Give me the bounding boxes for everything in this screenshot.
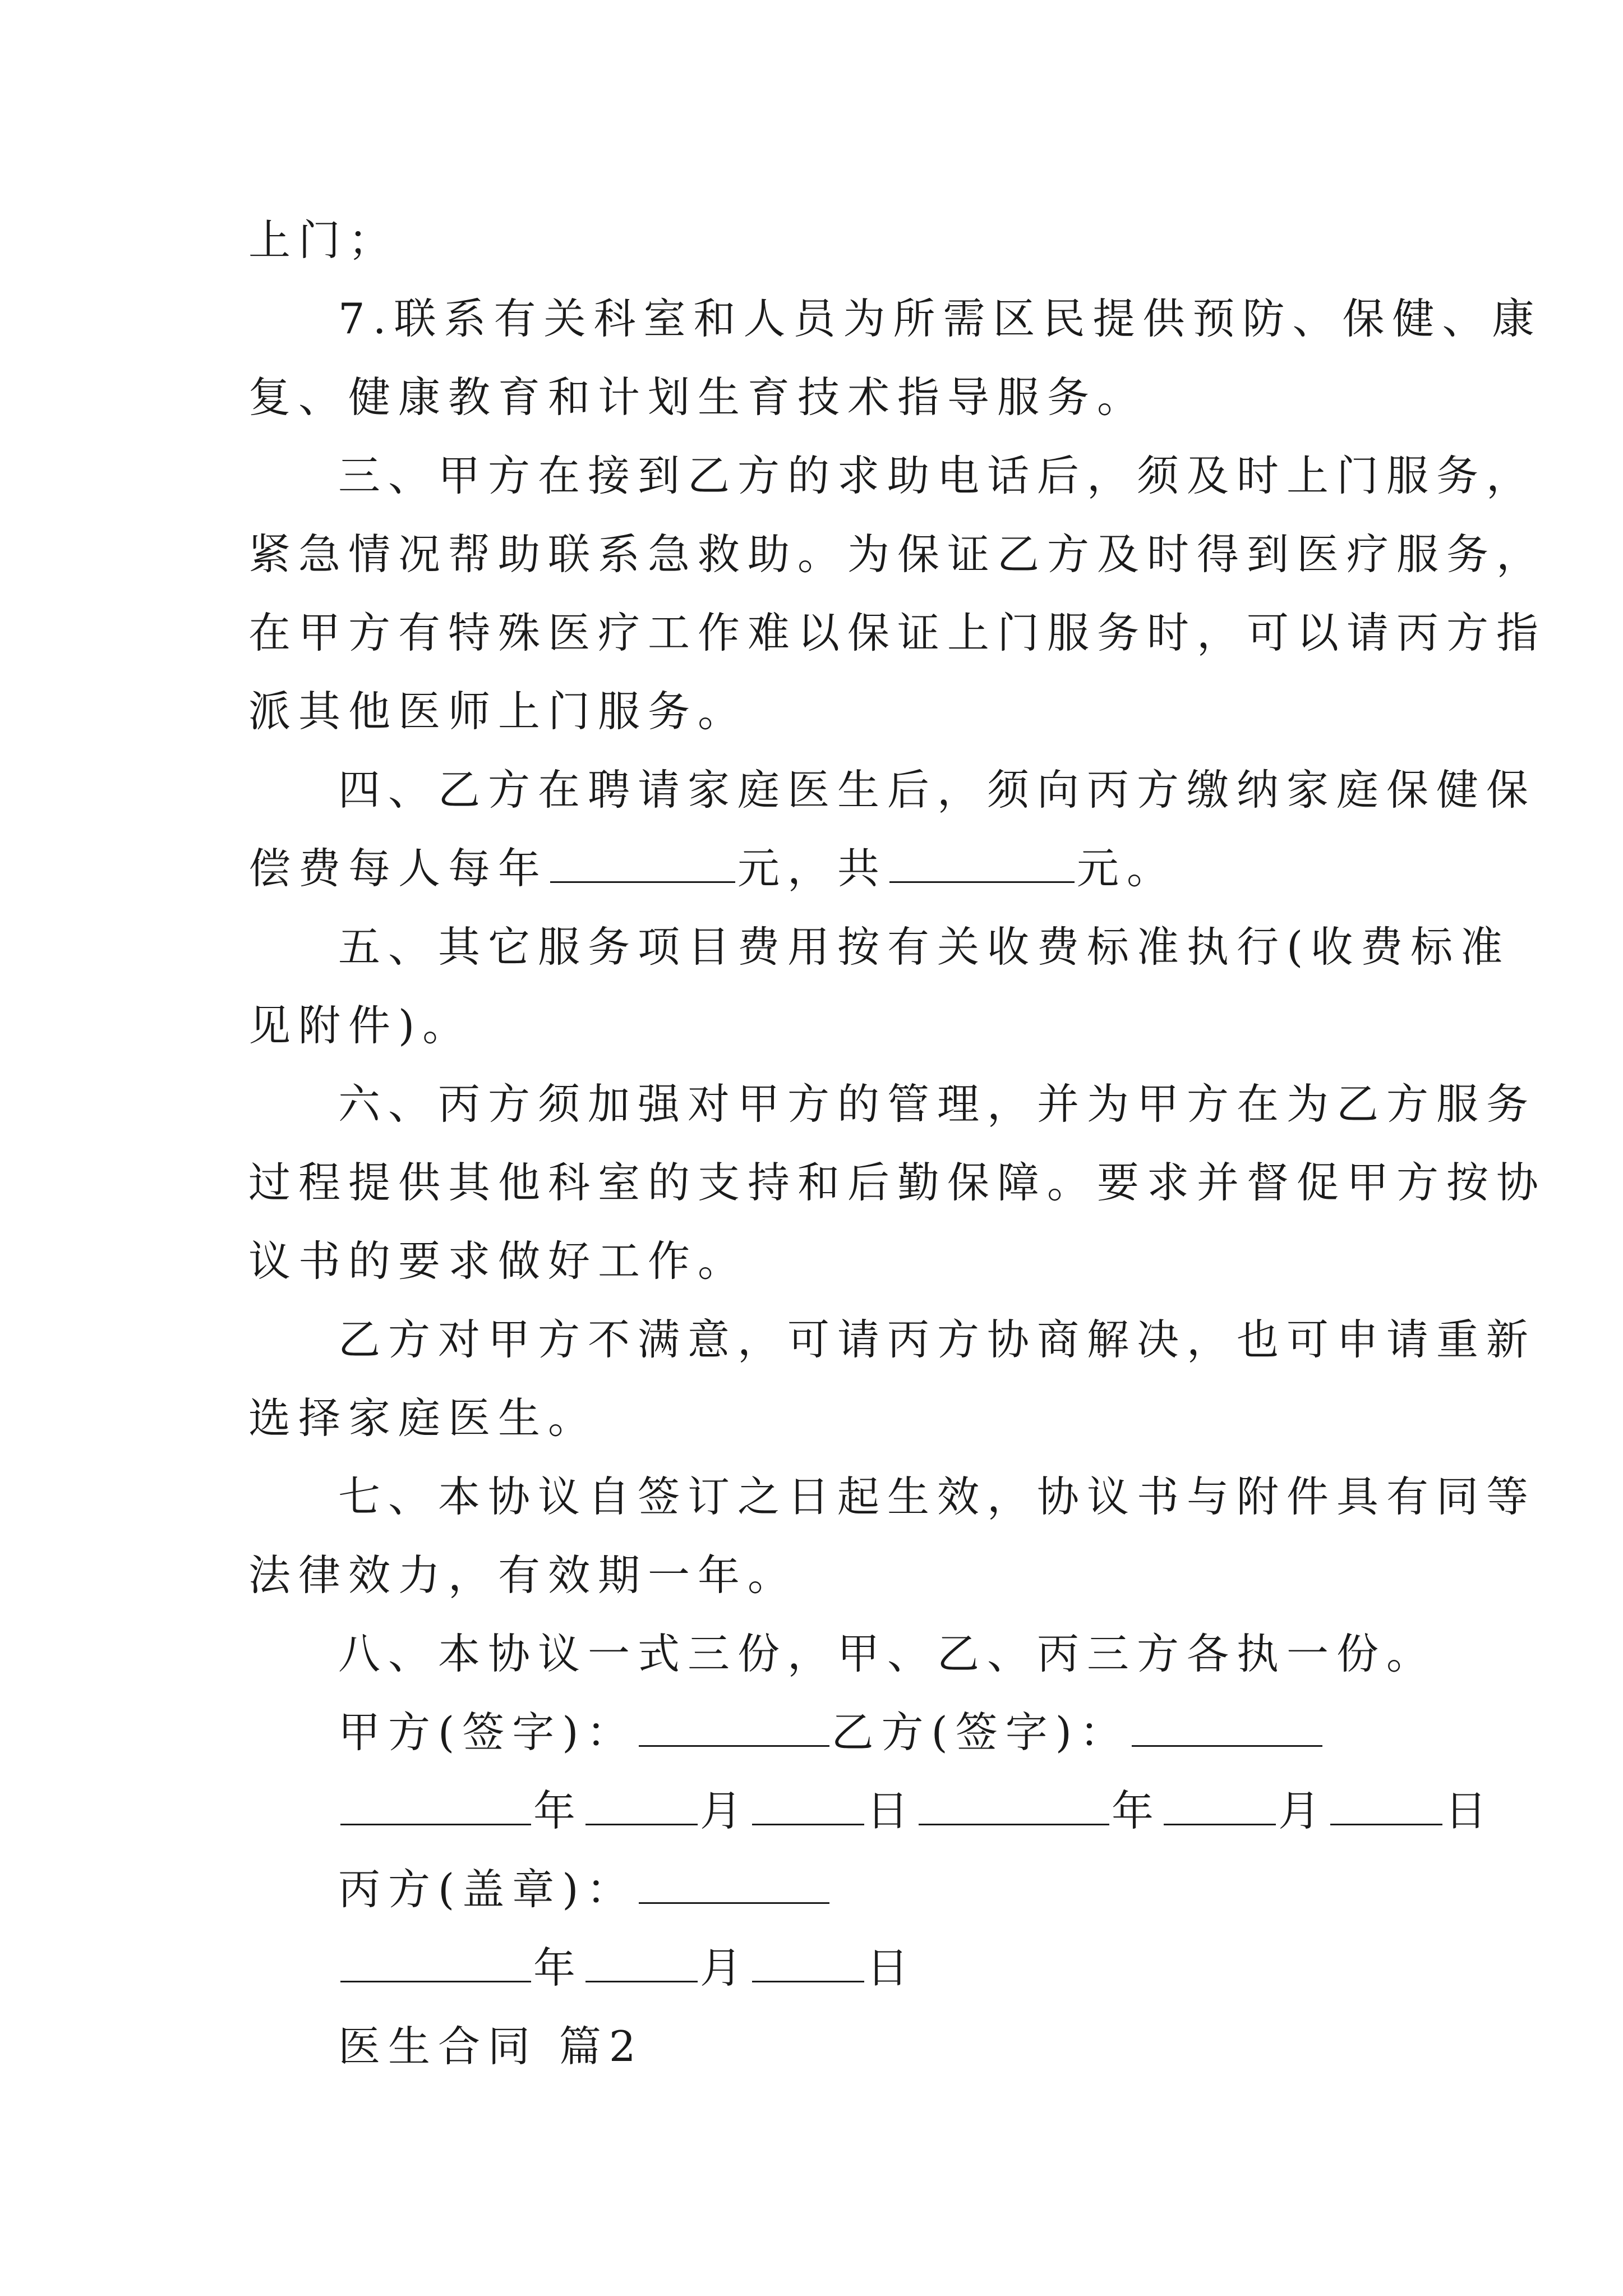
signature-row-ab (338, 1704, 1325, 1760)
clause-3-line-3: 在甲方有特殊医疗工作难以保证上门服务时，可以请丙方指 (248, 608, 1547, 657)
clause-6-line-5: 选择家庭医生。 (248, 1393, 598, 1443)
signature-row-c (338, 1861, 832, 1917)
party-b-signature-blank (1132, 1706, 1322, 1747)
day-label: 日 (866, 1943, 917, 1993)
fee-unit-label: 元。 (1077, 844, 1177, 893)
clause-5-line-1: 五、其它服务项目费用按有关收费标准执行(收费标准 (338, 922, 1511, 972)
party-c-year-blank (340, 1941, 531, 1982)
clause-7-line-2: 复、健康教育和计划生育技术指导服务。 (248, 372, 1147, 422)
day-label: 日 (866, 1786, 917, 1835)
fee-total-label: 元，共 (737, 844, 888, 893)
clause-7b-line-2: 法律效力，有效期一年。 (248, 1550, 798, 1600)
clause-4-line-2 (248, 840, 1177, 896)
month-label: 月 (700, 1786, 750, 1835)
party-c-day-blank (752, 1941, 864, 1982)
day-label: 日 (1445, 1786, 1495, 1835)
party-a-signature-blank (639, 1706, 829, 1747)
party-c-month-blank (585, 1941, 698, 1982)
clause-3-line-4: 派其他医师上门服务。 (248, 687, 748, 736)
clause-3-line-2: 紧急情况帮助联系急救助。为保证乙方及时得到医疗服务， (248, 530, 1547, 579)
party-b-day-blank (1330, 1784, 1442, 1825)
fee-total-blank (889, 842, 1075, 883)
clause-6-line-4: 乙方对甲方不满意，可请丙方协商解决，也可申请重新 (338, 1315, 1537, 1364)
date-row-c (338, 1940, 916, 1996)
clause-3-line-1: 三、甲方在接到乙方的求助电话后，须及时上门服务， (338, 451, 1537, 500)
clause-8-line: 八、本协议一式三份，甲、乙、丙三方各执一份。 (338, 1629, 1437, 1678)
party-b-label: 乙方(签字)： (831, 1708, 1130, 1757)
party-a-label: 甲方(签字)： (338, 1708, 637, 1757)
clause-6-line-2: 过程提供其他科室的支持和后勤保障。要求并督促甲方按协 (248, 1158, 1547, 1207)
party-a-month-blank (585, 1784, 698, 1825)
party-a-day-blank (752, 1784, 864, 1825)
year-label: 年 (533, 1786, 584, 1835)
year-label: 年 (1112, 1786, 1162, 1835)
party-b-year-blank (919, 1784, 1109, 1825)
party-b-month-blank (1164, 1784, 1276, 1825)
clause-6-line-3: 议书的要求做好工作。 (248, 1236, 748, 1286)
party-a-year-blank (340, 1784, 531, 1825)
clause-7b-line-1: 七、本协议自签订之日起生效，协议书与附件具有同等 (338, 1472, 1537, 1521)
party-c-seal-blank (639, 1863, 829, 1904)
party-c-label: 丙方(盖章)： (338, 1865, 637, 1914)
fee-label: 偿费每人每年 (248, 844, 548, 893)
clause-7-line-1: 7.联系有关科室和人员为所需区民提供预防、保健、康 (338, 294, 1542, 343)
date-row-ab (338, 1783, 1495, 1839)
clause-5-line-2: 见附件)。 (248, 1001, 473, 1050)
section-title: 医生合同 篇2 (338, 2022, 644, 2071)
month-label: 月 (1278, 1786, 1329, 1835)
year-label: 年 (533, 1943, 584, 1993)
clause-6-line-1: 六、丙方须加强对甲方的管理，并为甲方在为乙方服务 (338, 1079, 1537, 1129)
fee-per-person-blank (550, 842, 735, 883)
month-label: 月 (700, 1943, 750, 1993)
clause-4-line-1: 四、乙方在聘请家庭医生后，须向丙方缴纳家庭保健保 (338, 765, 1537, 815)
text-line-door: 上门； (248, 215, 399, 265)
